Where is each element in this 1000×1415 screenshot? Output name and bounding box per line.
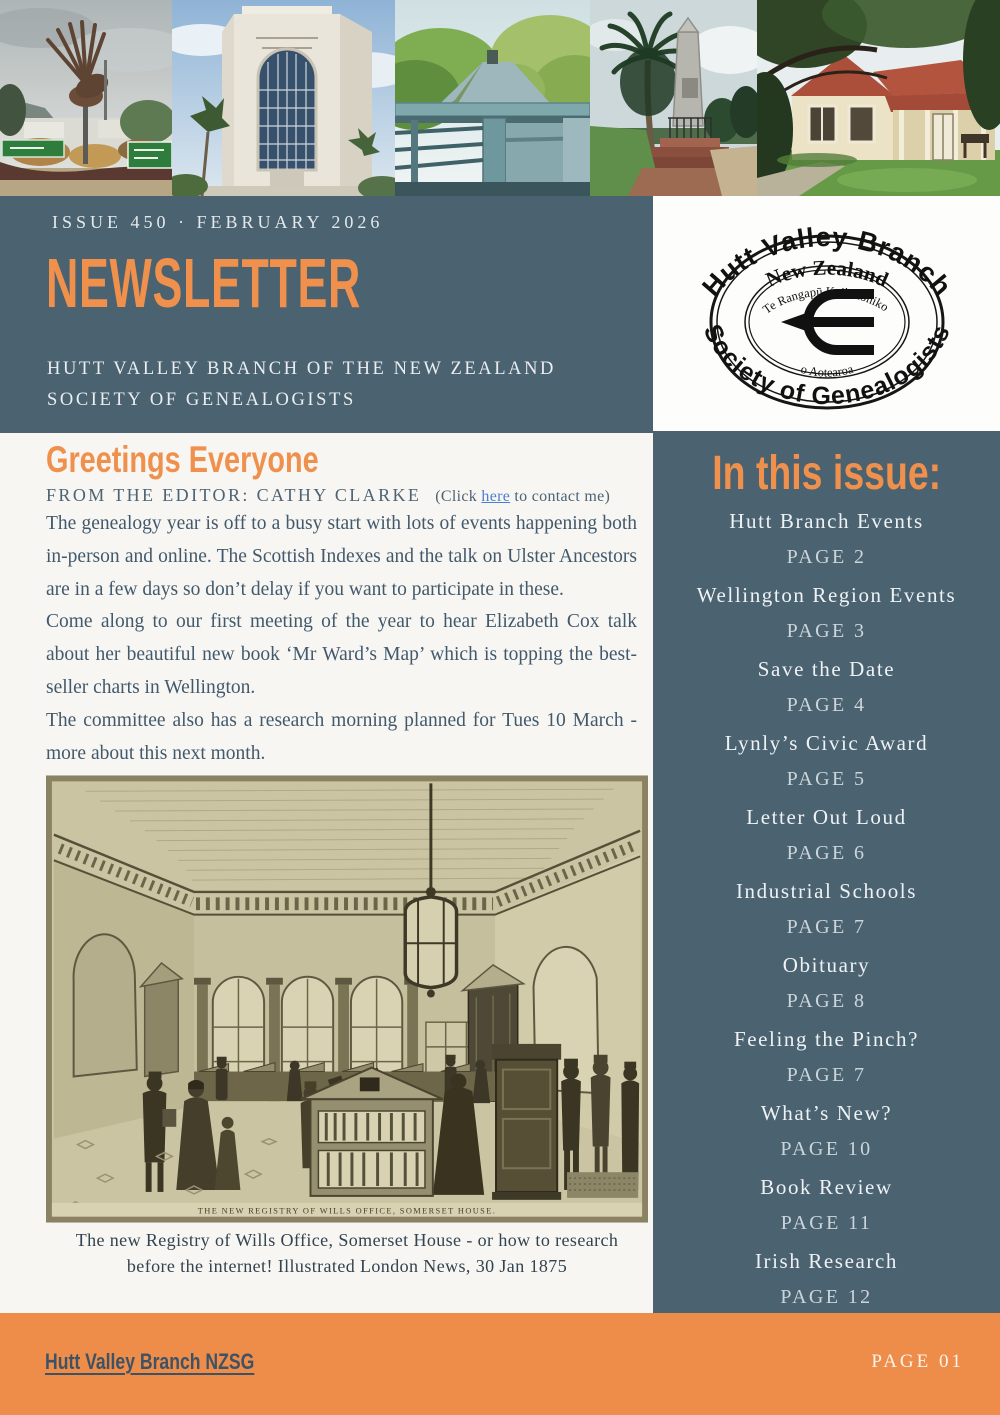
toc-item-title: Lynly’s Civic Award <box>724 731 929 755</box>
engraving-caption: THE NEW REGISTRY OF WILLS OFFICE, SOMERSET HOUSE. <box>197 1207 497 1217</box>
figure-caption-line-2: before the internet! Illustrated London News, 30 Jan 1875 <box>126 1256 568 1277</box>
contact-here-link[interactable]: here <box>481 488 511 505</box>
header-photo-strip <box>0 0 1000 196</box>
toc-item-title: Obituary <box>782 953 871 977</box>
paragraph-3: The committee also has a research morning planned for Tues 10 March - more about this next month. <box>46 709 637 764</box>
footer-page-number: PAGE 01 <box>871 1351 964 1372</box>
masthead-subtitle <box>47 354 556 416</box>
toc-item-page: PAGE 6 <box>786 842 867 864</box>
logo-o-aotearoa: o Aotearoa <box>798 361 855 380</box>
toc-item-title: What’s New? <box>760 1101 893 1125</box>
hutt-valley-branch-logo <box>668 200 986 428</box>
toc-item-title: Feeling the Pinch? <box>733 1027 920 1051</box>
main-article <box>0 433 653 1313</box>
logo-arc-top: Hutt Valley Branch <box>695 221 958 302</box>
toc-item-page: PAGE 12 <box>780 1286 873 1308</box>
wills-office-figure <box>46 774 648 1279</box>
logo-box <box>653 196 1000 431</box>
paragraph-2: Come along to our first meeting of the year to hear Elizabeth Cox talk about her beautiful new book ‘Mr Ward’s Map’ which is topping the best-seller charts in Wellington. <box>46 611 637 698</box>
in-this-issue-heading: In this issue: <box>712 447 941 500</box>
newsletter-title: NEWSLETTER <box>46 244 362 322</box>
logo-te-rangapu: Te Rangapū Kaihikohiko <box>759 283 891 317</box>
photo-war-memorial <box>590 0 757 196</box>
figure-caption <box>46 1227 648 1279</box>
editor-line <box>46 485 653 506</box>
photo-fern-sculpture <box>0 0 172 196</box>
in-this-issue-sidebar <box>653 431 1000 1313</box>
toc-item-page: PAGE 7 <box>786 1064 867 1086</box>
svg-text:o Aotearoa <box>799 361 855 379</box>
toc-item-page: PAGE 2 <box>786 546 867 568</box>
logo-ring-new-zealand: New Zealand <box>761 254 892 292</box>
right-pedestal <box>492 1044 561 1200</box>
masthead <box>0 196 653 433</box>
photo-heritage-cottage <box>757 0 1000 196</box>
contact-suffix: to contact me) <box>510 488 611 505</box>
toc-item-title: Hutt Branch Events <box>729 509 924 533</box>
editor-label: FROM THE EDITOR: CATHY CLARKE <box>46 485 422 505</box>
subtitle-line-1: HUTT VALLEY BRANCH OF THE NEW ZEALAND <box>47 359 557 379</box>
toc-item-title: Book Review <box>760 1175 893 1199</box>
toc-item-page: PAGE 4 <box>786 694 867 716</box>
toc-item-page: PAGE 7 <box>786 916 867 938</box>
subtitle-line-2: SOCIETY OF GENEALOGISTS <box>47 390 356 410</box>
toc-item-page: PAGE 5 <box>786 768 867 790</box>
photo-memorial-building <box>172 0 395 196</box>
figure-caption-line-1: The new Registry of Wills Office, Somerset House - or how to research <box>75 1230 619 1251</box>
logo-arc-bottom: Society of Genealogists <box>697 319 956 410</box>
paragraph-1: The genealogy year is off to a busy start with lots of events happening both in-person and online. The Scottish Indexes and the talk on Ulster Ancestors are in a few days so don’t delay if you want to participate in these. <box>46 513 637 600</box>
table-of-contents <box>653 509 1000 1309</box>
toc-item-title: Industrial Schools <box>735 879 918 903</box>
toc-item-title: Irish Research <box>754 1249 899 1273</box>
greeting-heading: Greetings Everyone <box>46 439 319 480</box>
svg-text:Society of Genealogists <box>697 320 955 410</box>
photo-river-bridge <box>395 0 590 196</box>
toc-item-title: Save the Date <box>757 657 896 681</box>
page-footer <box>0 1313 1000 1415</box>
footer-org-link[interactable]: Hutt Valley Branch NZSG <box>45 1349 255 1374</box>
toc-item-page: PAGE 8 <box>786 990 867 1012</box>
issue-date-line: ISSUE 450 · FEBRUARY 2026 <box>52 212 384 232</box>
wills-office-engraving <box>46 774 648 1224</box>
logo-pen-nib <box>781 312 809 332</box>
toc-item-page: PAGE 3 <box>786 620 867 642</box>
toc-item-title: Wellington Region Events <box>696 583 957 607</box>
toc-item-page: PAGE 11 <box>780 1212 873 1234</box>
editor-message <box>46 508 637 770</box>
contact-prefix: (Click <box>435 488 482 505</box>
toc-item-page: PAGE 10 <box>780 1138 873 1160</box>
toc-item-title: Letter Out Loud <box>746 805 907 829</box>
